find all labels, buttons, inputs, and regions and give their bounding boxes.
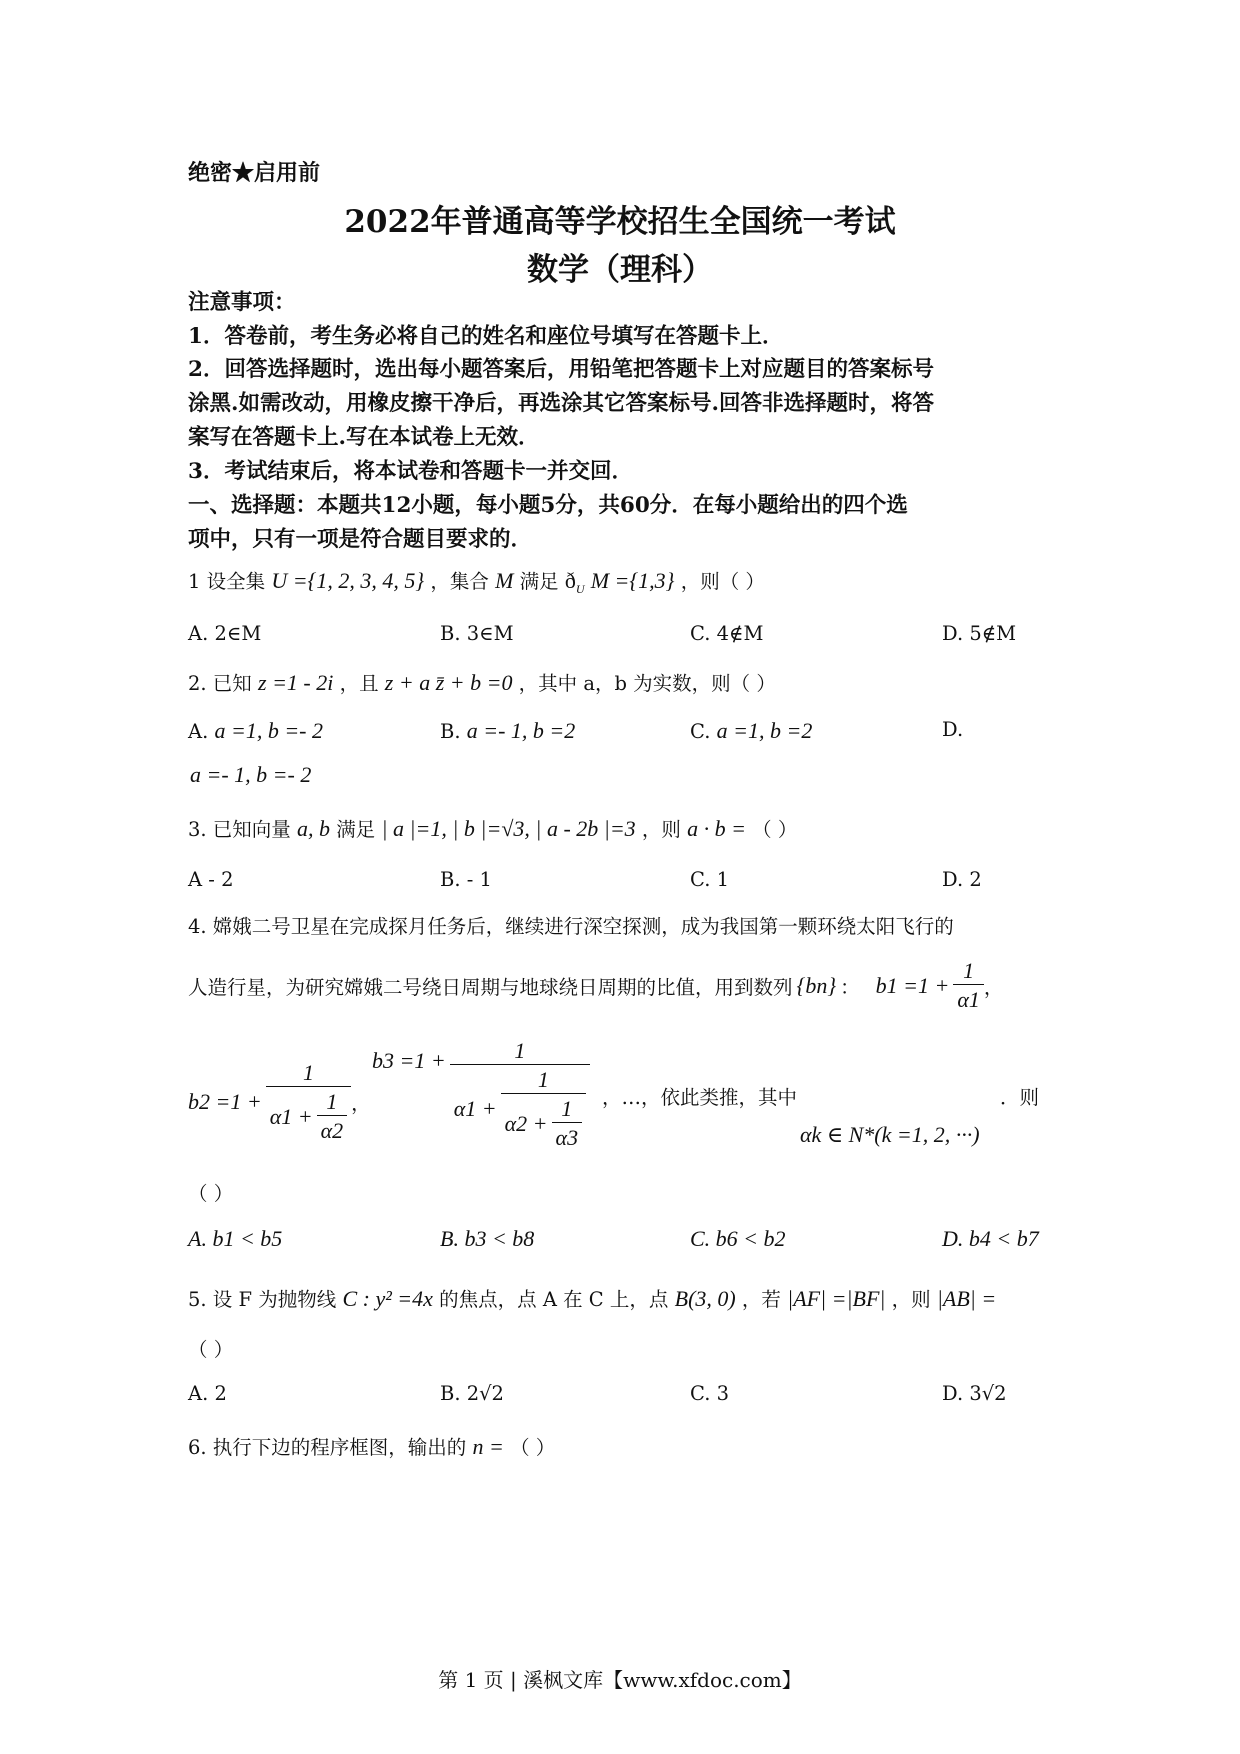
q4-b3-den bbox=[450, 1064, 590, 1151]
q5-answer-paren: （ ） bbox=[188, 1338, 234, 1361]
q4-b3-inner-fraction bbox=[552, 1096, 583, 1151]
q1-complement-sub: U bbox=[575, 581, 585, 596]
notice-heading: 注意事项： bbox=[188, 290, 296, 315]
notice-item-2-line-3: 案写在答题卡上.写在本试卷上无效． bbox=[188, 425, 540, 450]
q3-option-b[interactable]: B. - 1 bbox=[440, 868, 492, 891]
q3-text-1: 3. 已知向量 bbox=[188, 818, 291, 841]
q6-text-2: （ ） bbox=[510, 1436, 556, 1459]
q5-option-d[interactable]: D. 3√2 bbox=[942, 1382, 1007, 1405]
q2-option-c[interactable] bbox=[690, 718, 812, 744]
q5-text-4: ，则 bbox=[891, 1288, 931, 1311]
q3-text-3: ，则 bbox=[641, 818, 681, 841]
q4-b2-lhs: b2 =1 + bbox=[188, 1089, 262, 1114]
q4-answer-paren: （ ） bbox=[188, 1182, 234, 1205]
q3-dot-product: a · b = bbox=[687, 816, 746, 841]
q1-text-4: ，则（ ） bbox=[680, 570, 765, 593]
q2-option-c-label: C. bbox=[690, 720, 711, 743]
q4-b3-inner-den: α3 bbox=[552, 1122, 583, 1151]
q4-b3-mid-den bbox=[501, 1093, 586, 1151]
section-heading-line-2: 项中，只有一项是符合题目要求的． bbox=[188, 527, 533, 552]
q4-b3-mid-num: 1 bbox=[537, 1067, 549, 1092]
q5-option-c[interactable]: C. 3 bbox=[690, 1382, 730, 1405]
page-footer: 第 1 页 | 溪枫文库【www.xfdoc.com】 bbox=[438, 1668, 802, 1692]
q2-option-a-label: A. bbox=[188, 720, 209, 743]
q4-option-a[interactable]: A. b1 < b5 bbox=[188, 1226, 283, 1251]
q2-option-d-label[interactable]: D. bbox=[942, 718, 964, 741]
q4-b2-den-a1: α1 + bbox=[269, 1103, 313, 1129]
question-4-line-1: 4. 嫦娥二号卫星在完成探月任务后，继续进行深空探测，成为我国第一颗环绕太阳飞行的 bbox=[188, 915, 954, 938]
q2-option-a-value: a =1, b =- 2 bbox=[214, 718, 324, 743]
q2-option-d-value[interactable]: a =- 1, b =- 2 bbox=[190, 762, 312, 787]
confidential-mark: 绝密★启用前 bbox=[188, 160, 321, 186]
q2-option-b[interactable] bbox=[440, 718, 575, 744]
q1-option-d[interactable]: D. 5∉M bbox=[942, 622, 1017, 645]
q4-b1-den: α1 bbox=[953, 984, 984, 1013]
q2-option-c-value: a =1, b =2 bbox=[716, 718, 813, 743]
question-5 bbox=[188, 1284, 996, 1312]
q1-complement-symbol: ð bbox=[564, 568, 576, 593]
q4-b1-num: 1 bbox=[963, 958, 975, 983]
q4-b3-den-a1: α1 + bbox=[453, 1096, 497, 1121]
q4-text-intro: 人造行星，为研究嫦娥二号绕日周期与地球绕日周期的比值，用到数列 bbox=[188, 975, 793, 999]
q4-sequence: {bn} bbox=[796, 972, 837, 998]
q6-n: n = bbox=[472, 1434, 504, 1459]
q4-b2-comma: ， bbox=[351, 1092, 371, 1115]
q4-b2-inner-den: α2 bbox=[317, 1115, 348, 1144]
q4-b2-den bbox=[266, 1086, 351, 1144]
q5-point-b: B(3, 0) bbox=[674, 1286, 736, 1311]
notice-item-2-line-1: 2．回答选择题时，选出每小题答案后，用铅笔把答题卡上对应题目的答案标号 bbox=[188, 357, 934, 382]
exam-title: 2022年普通高等学校招生全国统一考试 bbox=[344, 204, 896, 240]
q4-b2-inner-num: 1 bbox=[326, 1089, 338, 1114]
notice-item-3: 3．考试结束后，将本试卷和答题卡一并交回． bbox=[188, 459, 633, 484]
q4-b2-num: 1 bbox=[302, 1060, 314, 1085]
exam-subtitle: 数学（理科） bbox=[527, 252, 713, 288]
q4-b1-fraction bbox=[953, 958, 984, 1013]
q1-option-a[interactable]: A. 2∈M bbox=[188, 622, 262, 645]
q5-text-2: 的焦点，点 A 在 C 上，点 bbox=[439, 1288, 669, 1311]
q3-vectors: a, b bbox=[297, 816, 331, 841]
q1-option-c[interactable]: C. 4∉M bbox=[690, 622, 764, 645]
q1-text-3: 满足 bbox=[519, 570, 559, 593]
q4-option-b[interactable]: B. b3 < b8 bbox=[440, 1226, 535, 1251]
q3-option-a[interactable]: A - 2 bbox=[188, 868, 234, 891]
q4-option-d[interactable]: D. b4 < b7 bbox=[942, 1226, 1039, 1251]
q2-option-b-value: a =- 1, b =2 bbox=[466, 718, 576, 743]
q4-alpha-condition: αk ∈ N*(k =1, 2, ···) bbox=[800, 1122, 980, 1147]
q4-b3-fraction bbox=[450, 1038, 590, 1151]
q4-text-mid: ，…，依此类推，其中 bbox=[602, 1086, 798, 1109]
q1-text-1: 1 设全集 bbox=[188, 570, 266, 593]
q5-parabola: C : y² =4x bbox=[342, 1286, 433, 1311]
question-6 bbox=[188, 1432, 555, 1460]
section-heading-line-1: 一、选择题：本题共12小题，每小题5分，共60分．在每小题给出的四个选 bbox=[188, 493, 908, 518]
q4-b2-expression bbox=[188, 1060, 371, 1144]
q2-text-3: ，其中 a，b 为实数，则（ ） bbox=[518, 672, 776, 695]
q5-ab: |AB| = bbox=[936, 1286, 997, 1311]
q2-equation: z + a z̄ + b =0 bbox=[384, 670, 513, 695]
q3-conditions: | a |=1, | b |=√3, | a - 2b |=3 bbox=[381, 816, 636, 841]
q3-text-2: 满足 bbox=[336, 818, 376, 841]
q5-text-1: 5. 设 F 为抛物线 bbox=[188, 1288, 337, 1311]
q4-b3-lhs: b3 =1 + bbox=[372, 1048, 446, 1073]
q3-option-d[interactable]: D. 2 bbox=[942, 868, 982, 891]
q4-b2-inner-fraction bbox=[317, 1089, 348, 1144]
q2-option-a[interactable] bbox=[188, 718, 323, 744]
q5-option-b[interactable]: B. 2√2 bbox=[440, 1382, 504, 1405]
q4-text-then: ．则 bbox=[1000, 1086, 1040, 1109]
q4-b2-fraction bbox=[266, 1060, 351, 1144]
question-3 bbox=[188, 814, 797, 842]
q3-option-c[interactable]: C. 1 bbox=[690, 868, 730, 891]
notice-item-2-line-2: 涂黑.如需改动，用橡皮擦干净后，再选涂其它答案标号.回答非选择题时，将答 bbox=[188, 391, 934, 416]
q2-text-2: ，且 bbox=[339, 672, 379, 695]
q5-option-a[interactable]: A. 2 bbox=[188, 1382, 227, 1405]
q2-text-1: 2. 已知 bbox=[188, 672, 252, 695]
q1-complement-eq: M ={1,3} bbox=[590, 568, 675, 593]
question-1 bbox=[188, 566, 765, 597]
q4-b3-num: 1 bbox=[514, 1038, 526, 1063]
q5-text-3: ，若 bbox=[741, 1288, 781, 1311]
q1-option-b[interactable]: B. 3∈M bbox=[440, 622, 514, 645]
q4-option-c[interactable]: C. b6 < b2 bbox=[690, 1226, 786, 1251]
notice-item-1: 1．答卷前，考生务必将自己的姓名和座位号填写在答题卡上． bbox=[188, 324, 784, 349]
q4-b3-mid-den-a2: α2 + bbox=[504, 1110, 548, 1136]
q4-b3-expression bbox=[372, 1038, 590, 1151]
question-4-line-2 bbox=[188, 958, 1003, 1013]
q1-universal-set: U ={1, 2, 3, 4, 5} bbox=[271, 568, 425, 593]
q2-option-b-label: B. bbox=[440, 720, 461, 743]
q1-text-2: ，集合 bbox=[430, 570, 489, 593]
q6-text-1: 6. 执行下边的程序框图，输出的 bbox=[188, 1436, 467, 1459]
q5-condition: |AF| =|BF| bbox=[787, 1286, 886, 1311]
q4-b3-inner-num: 1 bbox=[561, 1096, 573, 1121]
q4-colon: ： bbox=[840, 975, 860, 999]
q1-set-m: M bbox=[495, 568, 514, 593]
q3-text-4: （ ） bbox=[752, 818, 798, 841]
q4-b1-comma: ， bbox=[983, 975, 1004, 999]
q4-b3-mid-fraction bbox=[501, 1067, 586, 1151]
q4-b1-lhs: b1 =1 + bbox=[875, 972, 950, 998]
question-2 bbox=[188, 668, 776, 696]
q2-z-def: z =1 - 2i bbox=[258, 670, 334, 695]
